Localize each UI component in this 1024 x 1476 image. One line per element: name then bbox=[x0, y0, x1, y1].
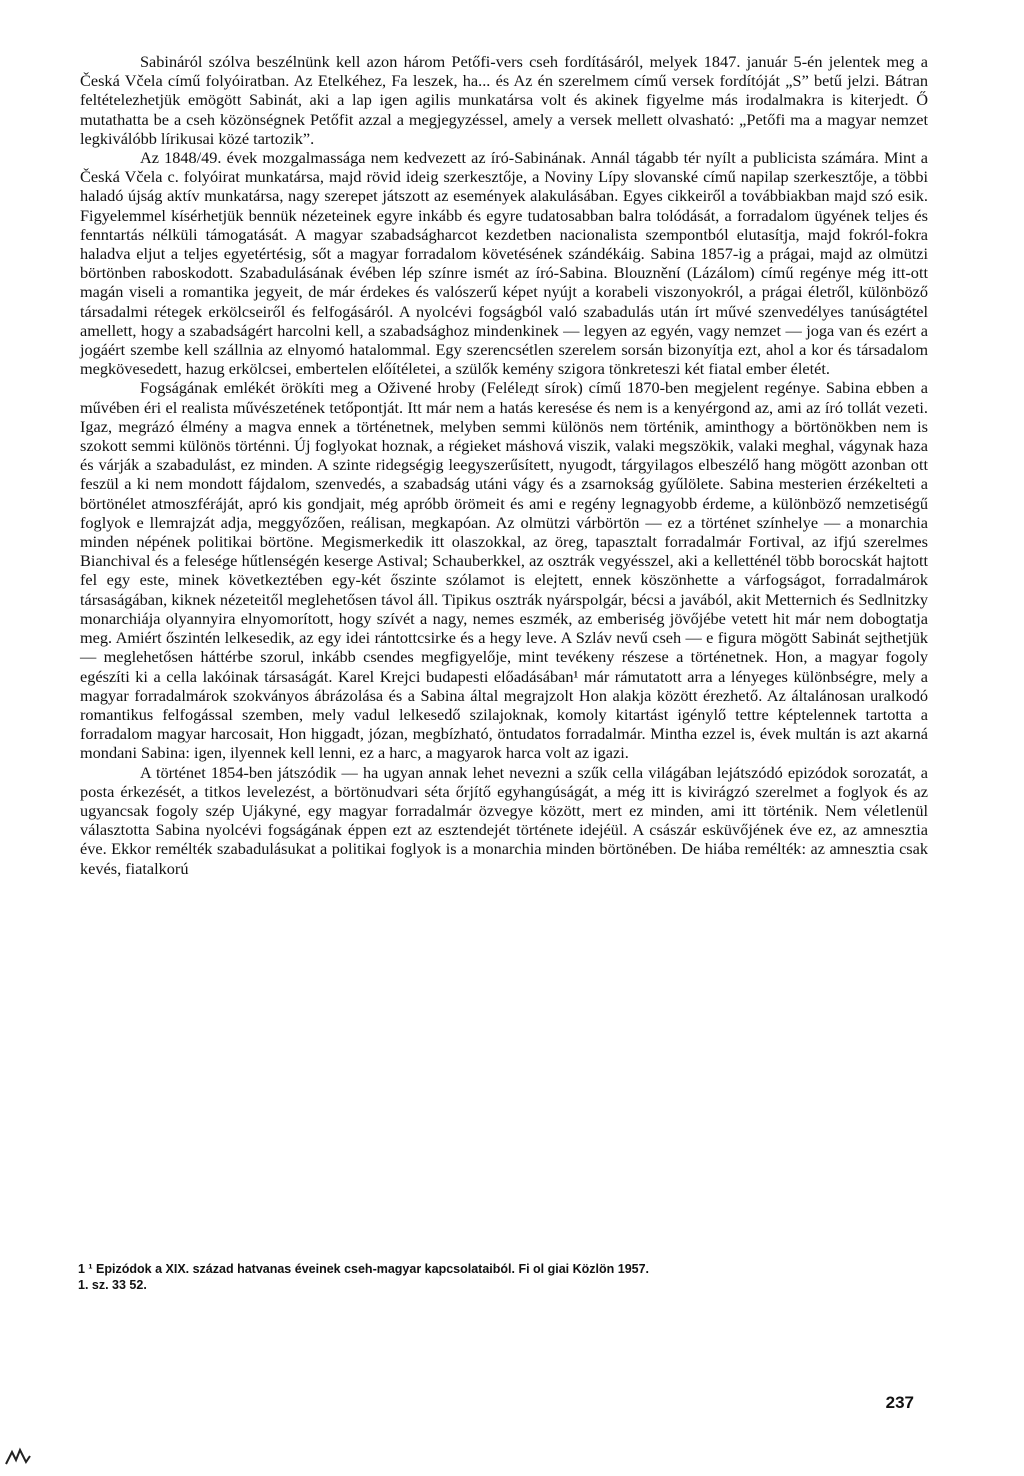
body-text bbox=[80, 52, 928, 878]
paragraph-4: A történet 1854-ben játszódik — ha ugyan annak lehet nevezni a szűk cella világában lejátszódó epizódok sorozatát, a posta érkezését, a titkos levelezést, a börtönudvari séta őrjítő egyhangúságát, a még itt is kivirágzó szerelmet a foglyok és az ugyancsak fogoly szép Ujákyné, egy magyar forradalmár özvegye között, mert ez minden, ami itt történik. Nem véletlenül választotta Sabina nyolcévi fogságának éppen ezt az esztendejét története idejéül. A császár esküvőjének éve ez, az amnesztia éve. Ekkor remélték szabadulásukat a politikai foglyok is a monarchia minden börtönében. De hiába remélték: az amnesztia csak kevés, fiatalkorú bbox=[80, 762, 928, 878]
footnote-line-1: 1 ¹ Epizódok a XIX. század hatvanas éveinek cseh-magyar kapcsolataiból. Fi ol giai Közlön 1957. bbox=[78, 1262, 650, 1276]
footnote-line-2: 1. sz. 33 52. bbox=[78, 1278, 147, 1292]
paragraph-3: Fogságának emlékét örökíti meg a Oživené hroby (Felélедt sírok) című 1870-ben megjelent regénye. Sabina ebben a művében éri el realista művészetének tetőpontját. Itt már nem a hatás keresése és nem is a kenyérgond az, ami az író tollát vezeti. Igaz, megrázó élmény a magva ennek a történetnek, melyben semmi különös nem történik, aminthogy a börtönökben nem is szokott semmi különös történni. Új foglyokat hoznak, a régieket máshová viszik, valaki megszökik, valaki meghal, vágynak haza és várják a szabadulást, ez minden. A szinte ridegségig leegyszerűsített, nyugodt, tárgyilagos elbeszélő hang mögött azonban ott feszül a ki nem mondott fájdalom, szenvedés, a szabadság utáni vágy és a zsarnokság gyűlölete. Sabina mesterien érzékelteti a börtönélet atmoszféráját, apró kis gondjait, még apróbb örömeit és ami e regény legnagyobb érdeme, a különböző nemzetiségű foglyok e llemrajzát adja, meggyőzően, reálisan, megkapóan. Az olmützi várbörtön — ez a történet színhelye — a monarchia minden népének politikai börtöne. Megismerkedik itt olaszokkal, az öreg, tapasztalt forradalmár Fortival, az ifjú szerelmes Bianchival és a felesége hűtlenségén keserge Astival; Schauberkkel, az osztrák vegyésszel, aki a kelletténél több borocskát hajtott fel egy este, minek következtében egy-két őszinte szólamot is elejtett, ennek köszönhette a várfogságot, forradalmárok társaságában, kiknek nézeteitől meglehetősen távol áll. Tipikus osztrák nyárspolgár, bécsi a javából, akit Metternich és Sedlnitzky monarchiája olyannyira elnyomorított, hogy szívét a nagy, nemes eszmék, az emberiség jövőjébe vetett hit már nem dobogtatja meg. Amiért őszintén lelkesedik, az egy idei rántottcsirke és a hegy leve. A Szláv nevű cseh — e figura mögött Sabinát sejthetjük — meglehetősen háttérbe szorul, inkább csendes megfigyelője, mint tevékeny részese a történetnek. Hon, a magyar fogoly egészíti ki a cella lakóinak társaságát. Karel Krejci budapesti előadásában¹ már rámutatott arra a lényeges különbségre, mely a magyar forradalmárok szokványos ábrázolása és a Sabina által megrajzolt Hon alakja között érezhető. Az általánosan uralkodó romantikus felfogással szemben, mely vadul lelkesedő szilajoknak, komoly kitartást igénylő tettre képtelennek tartotta a forradalom magyar harcosait, Hon higgadt, józan, megbízható, öntudatos forradalmár. Mintha ezzel is, évek multán is azt akarná mondani Sabina: igen, ilyennek kell lenni, ez a harc, a magyarok harca volt az igazi. bbox=[80, 378, 928, 763]
paragraph-1: Sabináról szólva beszélnünk kell azon három Petőfi-vers cseh fordításáról, melyek 1847. január 5-én jelentek meg a Česká Včela című folyóiratban. Az Etelkéhez, Fa leszek, ha... és Az én szerelmem című versek fordítóját „S” betű jelzi. Bátran feltételezhetjük emögött Sabinát, aki a lap igen agilis munkatársa volt és akinek figyelme más irodalmakra is kiterjedt. Ő mutathatta be a cseh közönségnek Petőfit azzal a megjegyzéssel, amely a versek mellett olvasható: „Petőfi ma a magyar nemzet legkiválóbb lírikusai közé tartozik”. bbox=[80, 52, 928, 148]
footnote bbox=[78, 1261, 938, 1293]
page-number: 237 bbox=[885, 1393, 914, 1412]
scan-artifact-icon bbox=[4, 1446, 32, 1466]
paragraph-2: Az 1848/49. évek mozgalmassága nem kedvezett az író-Sabinának. Annál tágabb tér nyílt a publicista számára. Mint a Česká Včela c. folyóirat munkatársa, majd rövid ideig szerkesztője, a Noviny Lípy slovanské című napilap szerkesztője, a többi haladó újság aktív munkatársa, nagy szerepet játszott az események alakulásában. Egyes cikkeiről a továbbiakban majd szó esik. Figyelemmel kísérhetjük bennük nézeteinek egyre inkább és egyre tudatosabban balra tolódását, a forradalom ügyének teljes és fenntartás nélküli támogatását. A magyar szabadságharcot kezdetben nacionalista szempontból elutasítja, majd fokról-fokra haladva eljut a teljes egyetértésig, sőt a magyar forradalom követésének szándékáig. Sabina 1857-ig a prágai, majd az olmützi börtönben raboskodott. Szabadulásának évében lép színre ismét az író-Sabina. Blouznění (Lázálom) című regénye még itt-ott magán viseli a romantika jegyeit, de már érdekes és valószerű képet nyújt a korabeli viszonyokról, a prágai életről, különböző társadalmi rétegek erkölcseiről és felfogásáról. A nyolcévi fogságból való szabadulás után írt művé szenvedélyes tanúságtétel amellett, hogy a szabadságért harcolni kell, a szabadsághoz mindenkinek — legyen az egyén, vagy nemzet — joga van és ezért a jogáért szembe kell szállnia az elnyomó hatalommal. Egy szerencsétlen szerelem sorsán bizonyítja ezt, ahol a kor és társadalom megkövesedett, hazug erkölcsei, embertelen előítéletei, a szülők kemény szigora tönkreteszi két fiatal ember életét. bbox=[80, 148, 928, 379]
